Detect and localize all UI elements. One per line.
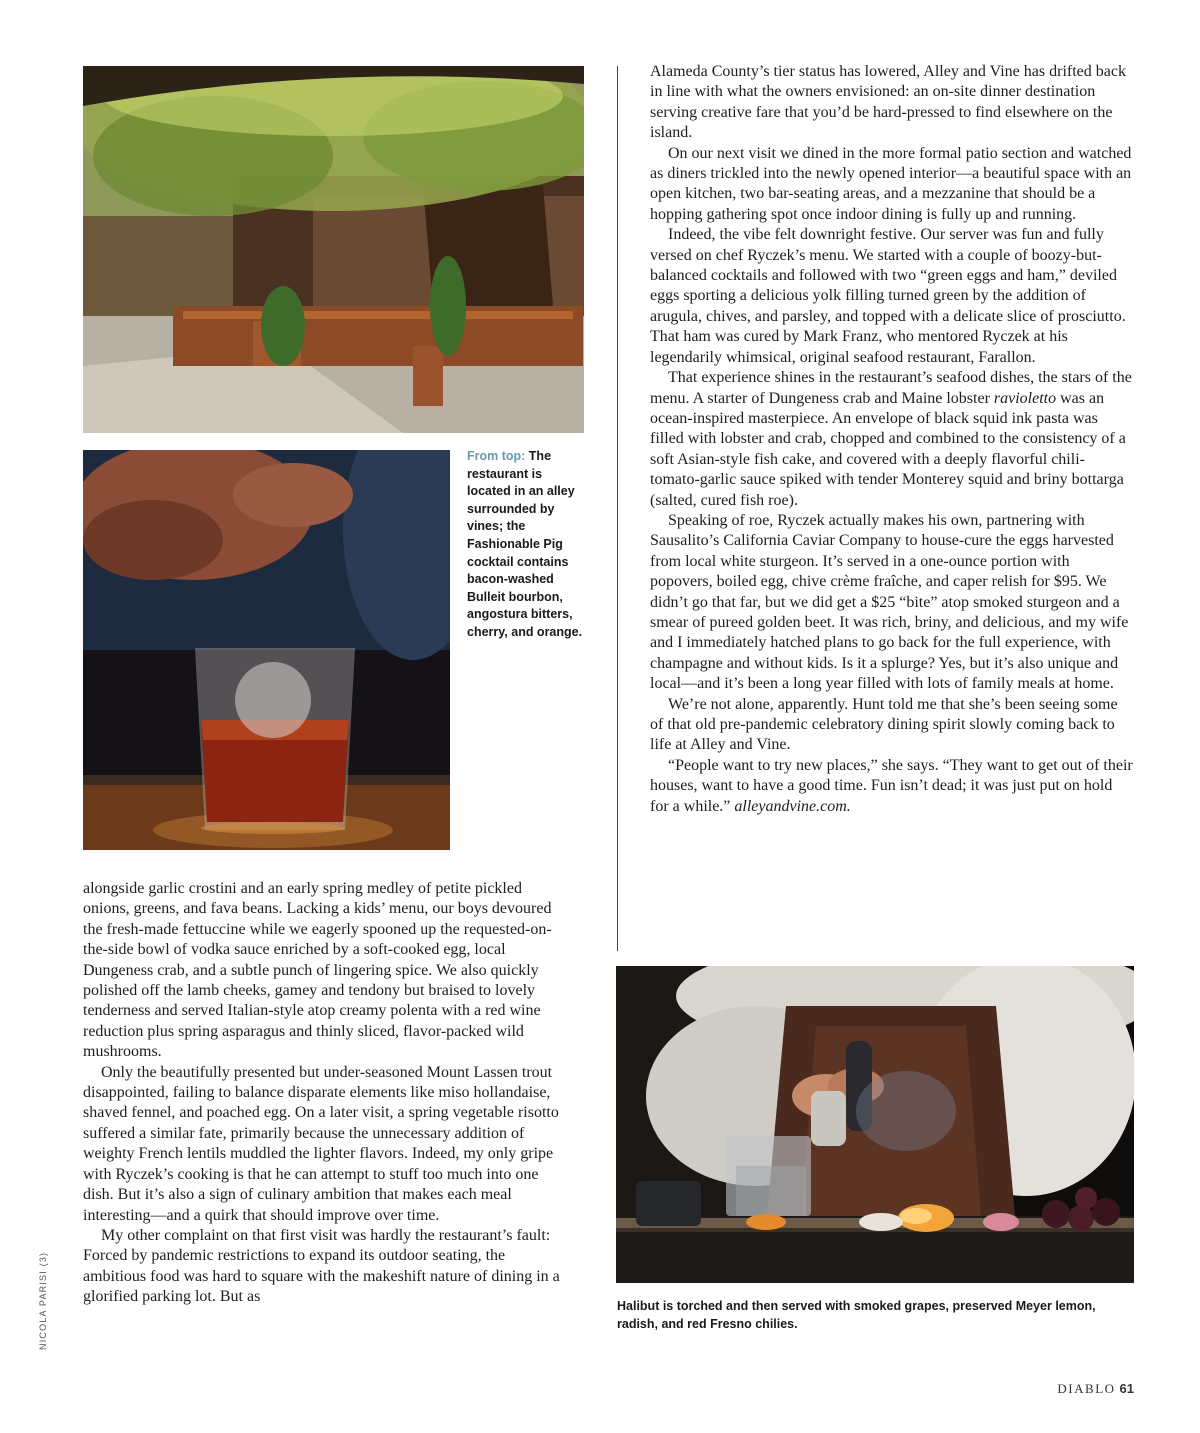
paragraph: Speaking of roe, Ryczek actually makes his own, partnering with Sausalito’s California Caviar Company to house-cure the eggs harvested from local white sturgeon. It’s served in a one-ounce portion with popovers, boiled egg, chive crème fraîche, and caper relish for $95. We didn’t go that far, but we did get a $25 “bite” atop smoked sturgeon and a smear of pureed golden beet. It was rich, briny, and delicious, and my wife and I immediately hatched plans to go back for the full experience, with champagne and without kids. Is it a splurge? Yes, but it’s also unique and local—and it’s been a long year filled with lots of family meals at home. <box>650 511 1129 693</box>
paragraph: alongside garlic crostini and an early spring medley of petite pickled onions, greens, and fava beans. Lacking a kids’ menu, our boys devoured the fresh-made fettuccine while we eagerly spooned up the requested-on-the-side bowl of vodka sauce enriched by a soft-cooked egg, local Dungeness crab, and a subtle punch of lingering spice. We also quickly polished off the lamb cheeks, gamey and tendony but braised to lovely tenderness and served Italian-style atop creamy polenta with a red wine reduction plus spring asparagus and thinly sliced, flavor-packed wild mushrooms. <box>83 880 552 1061</box>
page-folio <box>1057 1381 1134 1397</box>
paragraph <box>650 756 1134 817</box>
article-left-column <box>83 879 565 1308</box>
page-number: 61 <box>1119 1381 1134 1396</box>
caption-lead: From top: <box>467 449 529 463</box>
column-divider <box>617 66 618 951</box>
paragraph: Only the beautifully presented but under-seasoned Mount Lassen trout disappointed, failing to balance disparate elements like miso hollandaise, shaved fennel, and poached egg. On a later visit, a spring vegetable risotto suffered a similar fate, primarily because the unnecessary addition of weighty French lentils muddled the lighter flavors. Indeed, my only gripe with Ryczek’s cooking is that he can attempt to stuff too much into one dish. But it’s also a sign of culinary ambition that makes each meal interesting—and a quirk that should improve over time. <box>83 1063 559 1224</box>
caption-text: The restaurant is located in an alley surrounded by vines; the Fashionable Pig cocktail contains bacon-washed Bulleit bourbon, angostura bitters, cherry, and orange. <box>467 449 583 639</box>
dish-name: ravioletto <box>993 389 1057 407</box>
cocktail-photo <box>83 450 450 850</box>
paragraph: Indeed, the vibe felt downright festive. Our server was fun and fully versed on chef Ryczek’s menu. We started with a couple of boozy-but-balanced cocktails and followed with two “green eggs and ham,” deviled eggs sporting a delicious yolk filling turned green by the addition of arugula, chives, and parsley, and topped with a delicate slice of prosciutto. That ham was cured by Mark Franz, who mentored Ryczek at his legendarily whimsical, original seafood restaurant, Farallon. <box>650 226 1126 366</box>
magazine-name: DIABLO <box>1057 1381 1116 1396</box>
paragraph: My other complaint on that first visit was hardly the restaurant’s fault: Forced by pandemic restrictions to expand its outdoor seating, the ambitious food was hard to square with the makeshift nature of dining in a glorified parking lot. But as <box>83 1226 560 1306</box>
paragraph-text: That experience shines in the restaurant’s seafood dishes, the stars of the menu. A starter of Dungeness crab and Maine lobster <box>650 369 1132 407</box>
alley-patio-photo <box>83 66 584 433</box>
paragraph: Alameda County’s tier status has lowered, Alley and Vine has drifted back in line with what the owners envisioned: an on-site dinner destination serving creative fare that you’d be hard-pressed to find elsewhere on the island. <box>650 63 1126 142</box>
torched-halibut-photo <box>616 966 1134 1283</box>
paragraph <box>650 368 1134 511</box>
website-link[interactable]: alleyandvine.com. <box>734 797 851 815</box>
paragraph: We’re not alone, apparently. Hunt told me that she’s been seeing some of that old pre-pandemic celebratory dining spirit slowly coming back to life at Alley and Vine. <box>650 695 1118 754</box>
paragraph-text: “People want to try new places,” she says. “They want to get out of their houses, want to have a good time. Fun isn’t dead; it was just put on hold for a while.” <box>650 756 1133 815</box>
paragraph-text: was an ocean-inspired masterpiece. An envelope of black squid ink pasta was filled with lobster and crab, chopped and combined to the consistency of a soft Asian-style fish cake, and covered with a deeply flavorful chili-tomato-garlic sauce spiked with tender Monterey squid and briny bottarga (salted, cured fish roe). <box>650 389 1126 509</box>
article-right-column <box>650 62 1134 817</box>
photo-caption-bottom: Halibut is torched and then served with smoked grapes, preserved Meyer lemon, radish, and red Fresno chilies. <box>617 1299 1096 1331</box>
paragraph: On our next visit we dined in the more formal patio section and watched as diners trickled into the newly opened interior—a beautiful space with an open kitchen, two bar-seating areas, and a mezzanine that should be a hopping gathering spot once indoor dining is fully up and running. <box>650 144 1132 223</box>
photo-credit: NICOLA PARISI (3) <box>38 1251 48 1350</box>
photo-caption-top <box>467 448 589 642</box>
